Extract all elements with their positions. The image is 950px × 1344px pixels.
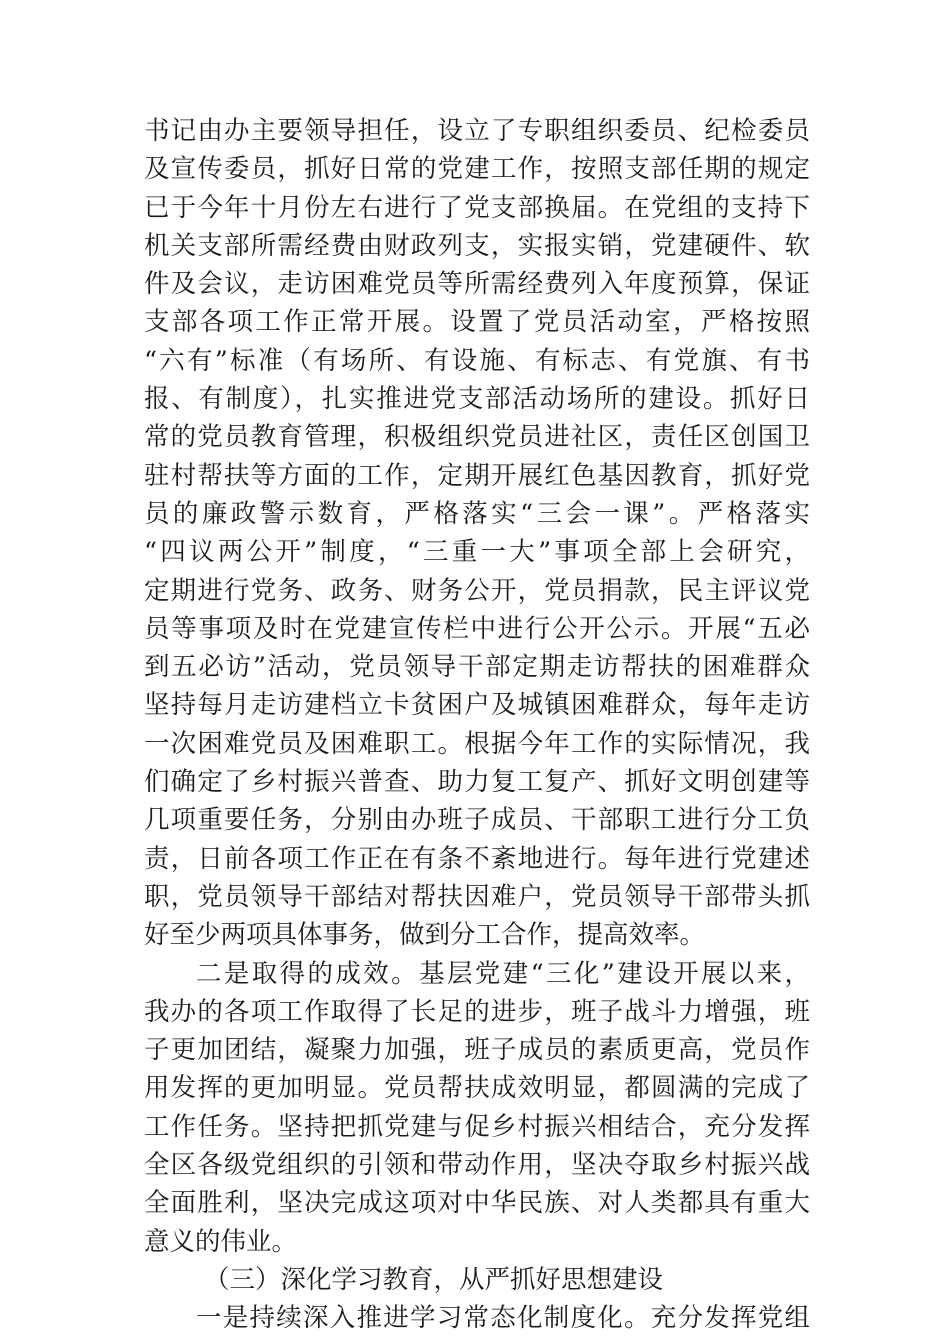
- text-line: 工作任务。坚持把抓党建与促乡村振兴相结合，充分发挥: [144, 1111, 810, 1142]
- text-line: 员等事项及时在党建宣传栏中进行公开公示。开展“五必: [144, 613, 810, 644]
- text-line: 我办的各项工作取得了长足的进步，班子战斗力增强，班: [144, 996, 810, 1027]
- text-line: 机关支部所需经费由财政列支，实报实销，党建硬件、软: [144, 230, 810, 261]
- document-body: [144, 112, 810, 1338]
- text-line: 子更加团结，凝聚力加强，班子成员的素质更高，党员作: [144, 1035, 810, 1066]
- paragraph-achievements: [144, 955, 810, 1261]
- text-line: 二是取得的成效。基层党建“三化”建设开展以来，: [196, 958, 810, 989]
- text-line: 坚持每月走访建档立卡贫困户及城镇困难群众，每年走访: [144, 690, 810, 721]
- text-line: 常的党员教育管理，积极组织党员进社区，责任区创国卫: [144, 422, 810, 453]
- text-line: “六有”标准（有场所、有设施、有标志、有党旗、有书: [144, 345, 810, 376]
- paragraph-party-branch-work: [144, 112, 810, 955]
- text-line: 书记由办主要领导担任，设立了专职组织委员、纪检委员: [144, 116, 810, 146]
- text-line: “四议两公开”制度，“三重一大”事项全部上会研究，: [144, 537, 810, 568]
- text-line: 全面胜利，坚决完成这项对中华民族、对人类都具有重大: [144, 1188, 810, 1219]
- text-line: 支部各项工作正常开展。设置了党员活动室，严格按照: [144, 307, 810, 338]
- text-line: 全区各级党组织的引领和带动作用，坚决夺取乡村振兴战: [144, 1150, 810, 1181]
- text-line: 一是持续深入推进学习常态化制度化。充分发挥党组: [196, 1303, 810, 1334]
- text-line: 职，党员领导干部结对帮扶因难户，党员领导干部带头抓: [144, 881, 810, 912]
- text-line: 已于今年十月份左右进行了党支部换届。在党组的支持下: [144, 192, 810, 223]
- section-heading: （三）深化学习教育，从严抓好思想建设: [204, 1264, 664, 1295]
- text-line: 一次困难党员及困难职工。根据今年工作的实际情况，我: [144, 728, 810, 759]
- paragraph-study-education: [144, 1299, 810, 1337]
- text-line: 报、有制度），扎实推进党支部活动场所的建设。抓好日: [144, 384, 810, 415]
- text-line: 用发挥的更加明显。党员帮扶成效明显，都圆满的完成了: [144, 1073, 810, 1104]
- text-line: 定期进行党务、政务、财务公开，党员捐款，民主评议党: [144, 575, 810, 606]
- text-line: 几项重要任务，分别由办班子成员、干部职工进行分工负: [144, 805, 810, 836]
- text-line: 驻村帮扶等方面的工作，定期开展红色基因教育，抓好党: [144, 460, 810, 491]
- text-line: 责，日前各项工作正在有条不紊地进行。每年进行党建述: [144, 843, 810, 874]
- text-line: 到五必访”活动，党员领导干部定期走访帮扶的困难群众: [144, 652, 810, 683]
- text-line: 好至少两项具体事务，做到分工合作，提高效率。: [144, 920, 706, 951]
- text-line: 及宣传委员，抓好日常的党建工作，按照支部任期的规定: [144, 154, 810, 185]
- text-line: 们确定了乡村振兴普查、助力复工复产、抓好文明创建等: [144, 767, 810, 798]
- text-line: 员的廉政警示数育，严格落实“三会一课”。严格落实: [144, 498, 810, 529]
- text-line: 件及会议，走访困难党员等所需经费列入年度预算，保证: [144, 269, 810, 300]
- text-line: 意义的伟业。: [144, 1226, 298, 1257]
